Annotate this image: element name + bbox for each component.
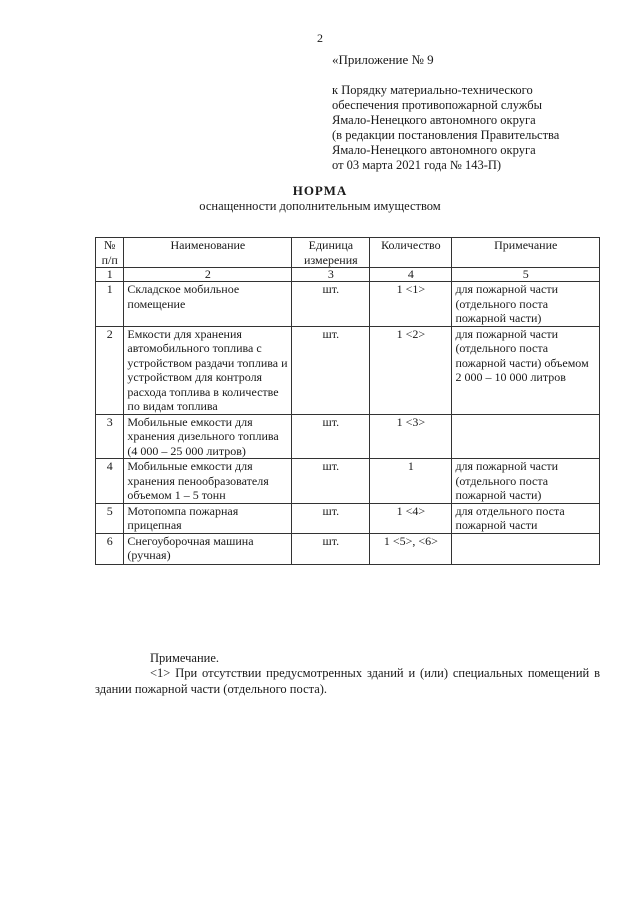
header-num: № п/п [96,238,124,268]
appendix-title: «Приложение № 9 [332,52,434,67]
appendix-caption [332,83,559,173]
row-unit: шт. [292,503,370,533]
document-title: НОРМА [292,183,348,198]
row-num: 5 [96,503,124,533]
row-qty: 1 <2> [370,326,452,414]
row-num: 4 [96,459,124,504]
row-note: для пожарной части (отдельного поста пожарной части) [452,459,600,504]
row-name: Складское мобильное помещение [124,282,292,327]
notes-text: <1> При отсутствии предусмотренных зданий и (или) специальных помещений в здании пожарной части (отдельного поста). [95,666,600,696]
table-header-row [96,238,600,268]
row-qty: 1 <3> [370,414,452,459]
table-row [96,503,600,533]
row-name: Мотопомпа пожарная прицепная [124,503,292,533]
table-row [96,533,600,564]
row-note: для пожарной части (отдельного поста пожарной части) объемом 2 000 – 10 000 литров [452,326,600,414]
column-index: 4 [370,268,452,282]
table-row [96,459,600,504]
appendix-line: обеспечения противопожарной службы [332,98,543,112]
row-unit: шт. [292,414,370,459]
row-note: для отдельного поста пожарной части [452,503,600,533]
appendix-line: Ямало-Ненецкого автономного округа [332,113,536,127]
row-name: Емкости для хранения автомобильного топлива с устройством раздачи топлива и устройством для контроля расхода топлива в количестве по видам топлива [124,326,292,414]
row-qty: 1 <4> [370,503,452,533]
header-note: Примечание [452,238,600,268]
row-unit: шт. [292,533,370,564]
header-name: Наименование [124,238,292,268]
row-note [452,414,600,459]
row-unit: шт. [292,282,370,327]
row-unit: шт. [292,326,370,414]
page-number: 2 [317,31,323,45]
document-subtitle: оснащенности дополнительным имуществом [199,199,441,213]
column-index-row [96,268,600,282]
appendix-line: к Порядку материально-технического [332,83,533,97]
row-num: 6 [96,533,124,564]
table-row [96,326,600,414]
row-note: для пожарной части (отдельного поста пожарной части) [452,282,600,327]
column-index: 1 [96,268,124,282]
norm-table [95,237,600,565]
notes-heading: Примечание. [150,651,220,665]
row-qty: 1 [370,459,452,504]
table-row [96,282,600,327]
column-index: 3 [292,268,370,282]
row-num: 2 [96,326,124,414]
table-row [96,414,600,459]
header-qty: Количество [370,238,452,268]
header-unit: Единица измерения [292,238,370,268]
row-name: Мобильные емкости для хранения пенообразователя объемом 1 – 5 тонн [124,459,292,504]
row-num: 3 [96,414,124,459]
row-qty: 1 <5>, <6> [370,533,452,564]
appendix-line: (в редакции постановления Правительства [332,128,560,142]
column-index: 2 [124,268,292,282]
row-qty: 1 <1> [370,282,452,327]
appendix-line: Ямало-Ненецкого автономного округа [332,143,536,157]
row-name: Мобильные емкости для хранения дизельного топлива (4 000 – 25 000 литров) [124,414,292,459]
row-num: 1 [96,282,124,327]
column-index: 5 [452,268,600,282]
row-note [452,533,600,564]
row-unit: шт. [292,459,370,504]
appendix-line: от 03 марта 2021 года № 143-П) [332,158,502,172]
row-name: Снегоуборочная машина (ручная) [124,533,292,564]
